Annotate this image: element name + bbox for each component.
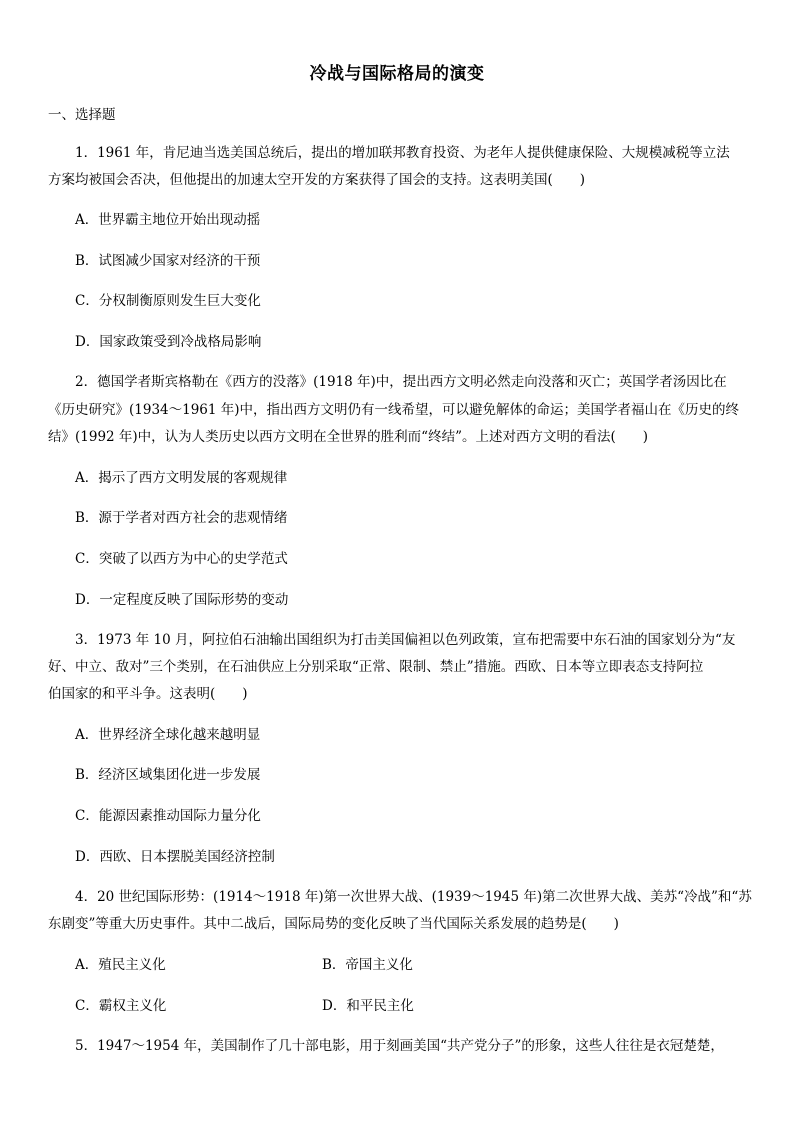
question-3-option-a: A．世界经济全球化越来越明显 bbox=[75, 727, 261, 743]
document-title: 冷战与国际格局的演变 bbox=[309, 64, 485, 84]
question-4-line-1: 4．20 世纪国际形势：(1914～1918 年)第一次世界大战、(1939～1945 年)第二次世界大战、美苏“冷战”和“苏 bbox=[75, 889, 752, 905]
question-2-option-b: B．源于学者对西方社会的悲观情绪 bbox=[75, 510, 288, 526]
question-1-line-2: 方案均被国会否决，但他提出的加速太空开发的方案获得了国会的支持。这表明美国( ) bbox=[48, 172, 586, 188]
question-1-option-a: A．世界霸主地位开始出现动摇 bbox=[75, 212, 261, 228]
question-3-line-3: 伯国家的和平斗争。这表明( ) bbox=[48, 686, 248, 702]
question-5-line-1: 5．1947～1954 年，美国制作了几十部电影，用于刻画美国“共产党分子”的形象，这些人往往是衣冠楚楚， bbox=[75, 1038, 724, 1054]
question-2-line-2: 《历史研究》(1934～1961 年)中，指出西方文明仍有一线希望，可以避免解体的命运；美国学者福山在《历史的终 bbox=[48, 402, 740, 418]
question-4-option-b: B．帝国主义化 bbox=[322, 957, 413, 973]
question-3-option-d: D．西欧、日本摆脱美国经济控制 bbox=[75, 849, 275, 865]
question-3-option-b: B．经济区域集团化进一步发展 bbox=[75, 767, 261, 783]
question-1-line-1: 1．1961 年，肯尼迪当选美国总统后，提出的增加联邦教育投资、为老年人提供健康保险、大规模减税等立法 bbox=[75, 145, 730, 161]
question-4-option-d: D．和平民主化 bbox=[322, 998, 414, 1014]
question-3-line-2: 好、中立、敌对”三个类别，在石油供应上分别采取“正常、限制、禁止”措施。西欧、日本等立即表态支持阿拉 bbox=[48, 659, 704, 675]
question-2-line-3: 结》(1992 年)中，认为人类历史以西方文明在全世界的胜利而“终结”。上述对西方文明的看法( ) bbox=[48, 429, 649, 445]
question-2-line-1: 2．德国学者斯宾格勒在《西方的没落》(1918 年)中，提出西方文明必然走向没落和灭亡；英国学者汤因比在 bbox=[75, 374, 727, 390]
question-4-option-a: A．殖民主义化 bbox=[75, 957, 166, 973]
question-4-line-2: 东剧变”等重大历史事件。其中二战后，国际局势的变化反映了当代国际关系发展的趋势是( ) bbox=[48, 916, 619, 932]
question-4-option-c: C．霸权主义化 bbox=[75, 998, 167, 1014]
question-2-option-c: C．突破了以西方为中心的史学范式 bbox=[75, 551, 288, 567]
question-3-line-1: 3．1973 年 10 月，阿拉伯石油输出国组织为打击美国偏袒以色列政策，宣布把需要中东石油的国家划分为“友 bbox=[75, 632, 736, 648]
question-1-option-b: B．试图减少国家对经济的干预 bbox=[75, 253, 261, 269]
question-1-option-c: C．分权制衡原则发生巨大变化 bbox=[75, 293, 261, 309]
question-2-option-a: A．揭示了西方文明发展的客观规律 bbox=[75, 470, 288, 486]
question-2-option-d: D．一定程度反映了国际形势的变动 bbox=[75, 592, 289, 608]
question-1-option-d: D．国家政策受到冷战格局影响 bbox=[75, 334, 262, 350]
section-heading: 一、选择题 bbox=[48, 107, 116, 123]
question-3-option-c: C．能源因素推动国际力量分化 bbox=[75, 808, 261, 824]
